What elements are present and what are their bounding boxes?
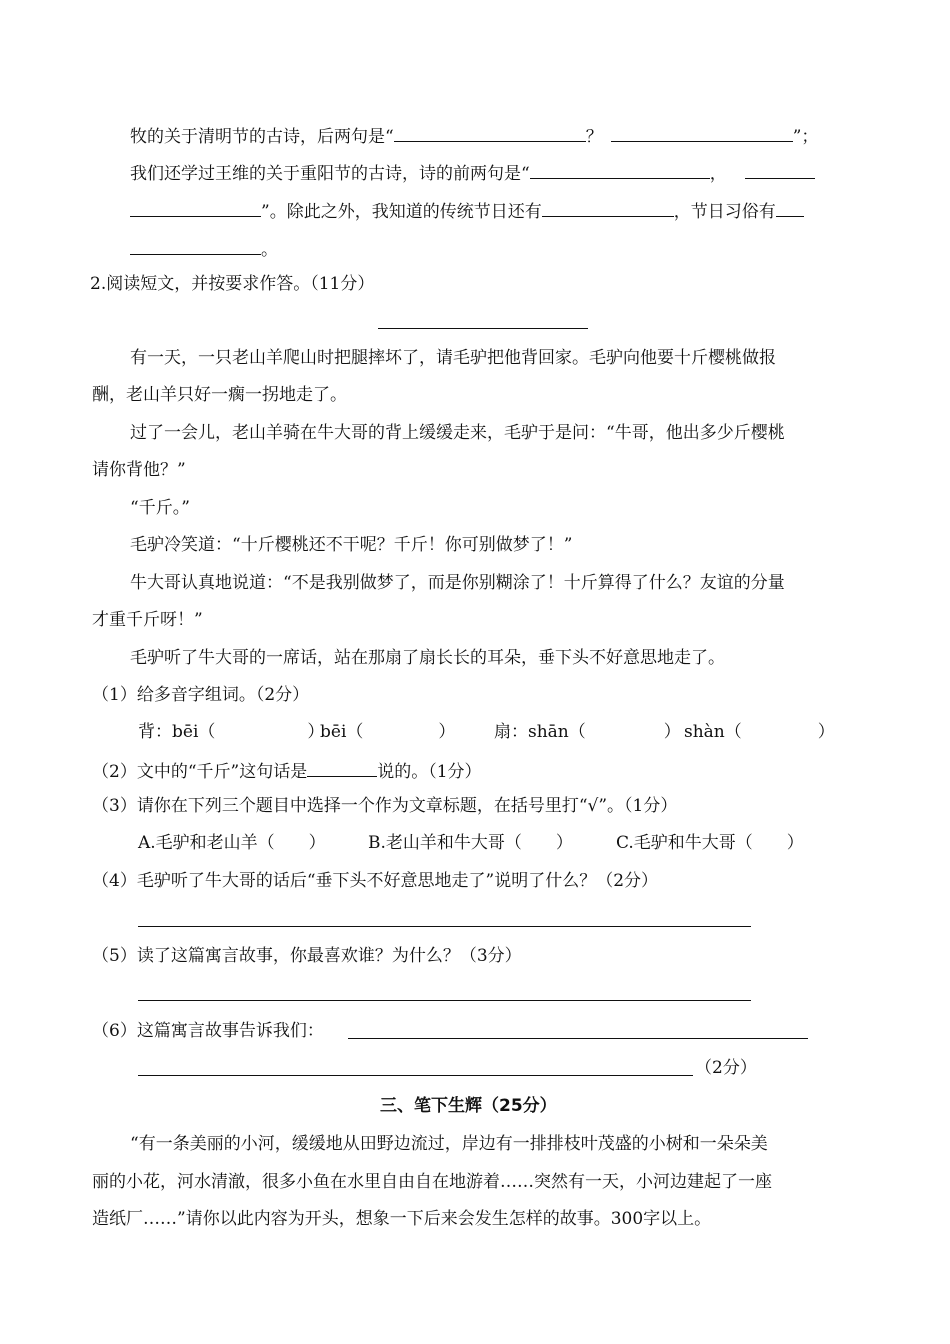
answer-blank[interactable] [394, 123, 586, 142]
q1-bei-group [138, 721, 324, 743]
answer-blank[interactable] [542, 198, 674, 217]
writing-section-title: 三、笔下生辉（25分） [380, 1096, 557, 1116]
writing-prompt-line3: 造纸厂……”请你以此内容为开头，想象一下后来会发生怎样的故事。300字以上。 [92, 1209, 712, 1229]
question-3: （3）请你在下列三个题目中选择一个作为文章标题，在括号里打“√”。（1分） [92, 796, 678, 816]
q3-option-a[interactable]: A.毛驴和老山羊（ ） [138, 833, 326, 853]
comma: ， [709, 164, 727, 184]
passage-p4: 毛驴冷笑道：“十斤樱桃还不干呢？千斤！你可别做梦了！” [130, 535, 573, 555]
close-paren: ） [438, 722, 456, 742]
q1-shan2-group [684, 721, 835, 743]
writing-prompt-line2: 丽的小花，河水清澈，很多小鱼在水里自由自在地游着……突然有一天，小河边建起了一座 [92, 1172, 772, 1192]
answer-blank[interactable] [130, 236, 261, 255]
q3-option-b[interactable]: B.老山羊和牛大哥（ ） [368, 833, 573, 853]
q6-score: （2分） [695, 1058, 757, 1078]
question-mark: ？ [585, 127, 603, 147]
quote-close: ”； [792, 127, 819, 147]
question-1: （1）给多音字组词。（2分） [92, 685, 310, 705]
answer-blank[interactable] [307, 758, 377, 777]
poem-line-3-text: ”。除此之外，我知道的传统节日还有 [261, 202, 542, 222]
question-2 [92, 758, 482, 783]
question-6: （6）这篇寓言故事告诉我们： [92, 1021, 324, 1041]
q3-option-c[interactable]: C.毛驴和牛大哥（ ） [616, 833, 804, 853]
q1-bei2-label: bēi（ [320, 722, 364, 742]
poem-line-2 [130, 160, 815, 185]
q4-answer-line[interactable] [138, 926, 751, 927]
close-paren: ） [307, 722, 325, 742]
answer-blank[interactable] [130, 198, 261, 217]
q5-answer-line[interactable] [138, 1000, 751, 1001]
q6-answer-line-1[interactable] [348, 1038, 808, 1039]
question-5: （5）读了这篇寓言故事，你最喜欢谁？为什么？（3分） [92, 946, 522, 966]
poem-line-1-text: 牧的关于清明节的古诗，后两句是“ [130, 127, 394, 147]
close-paren: ） [663, 722, 681, 742]
passage-p1-line1: 有一天，一只老山羊爬山时把腿摔坏了，请毛驴把他背回家。毛驴向他要十斤樱桃做报 [130, 348, 776, 368]
passage-p2-line2: 请你背他？” [92, 460, 186, 480]
poem-line-1 [130, 123, 818, 148]
q2-text-b: 说的。（1分） [377, 762, 482, 782]
q6-answer-line-2[interactable] [138, 1075, 693, 1076]
title-blank-line[interactable] [378, 328, 588, 329]
answer-blank[interactable] [530, 160, 710, 179]
question-4: （4）毛驴听了牛大哥的话后“垂下头不好意思地走了”说明了什么？（2分） [92, 871, 659, 891]
q1-shan2-label: shàn（ [684, 722, 742, 742]
poem-line-3-text-b: ，节日习俗有 [673, 202, 776, 222]
q1-bei2-group [320, 721, 455, 743]
poem-line-3 [130, 198, 804, 223]
q1-shan-group [494, 721, 681, 743]
passage-p1-line2: 酬，老山羊只好一瘸一拐地走了。 [92, 385, 347, 405]
answer-blank[interactable] [611, 123, 793, 142]
passage-p6: 毛驴听了牛大哥的一席话，站在那扇了扇长长的耳朵，垂下头不好意思地走了。 [130, 648, 725, 668]
poem-line-4 [130, 236, 278, 261]
reading-heading: 2.阅读短文，并按要求作答。（11分） [90, 274, 375, 294]
period: 。 [261, 240, 278, 260]
passage-p5-line1: 牛大哥认真地说道：“不是我别做梦了，而是你别糊涂了！十斤算得了什么？友谊的分量 [130, 573, 785, 593]
answer-blank[interactable] [745, 160, 815, 179]
passage-p3: “千斤。” [130, 498, 190, 518]
q2-text: （2）文中的“千斤”这句话是 [92, 762, 308, 782]
answer-blank[interactable] [776, 198, 804, 217]
passage-p2-line1: 过了一会儿，老山羊骑在牛大哥的背上缓缓走来，毛驴于是问：“牛哥，他出多少斤樱桃 [130, 423, 785, 443]
writing-prompt-line1: “有一条美丽的小河，缓缓地从田野边流过，岸边有一排排枝叶茂盛的小树和一朵朵美 [130, 1134, 768, 1154]
q1-bei-label: 背：bēi（ [138, 722, 216, 742]
passage-p5-line2: 才重千斤呀！” [92, 610, 203, 630]
poem-line-2-text: 我们还学过王维的关于重阳节的古诗，诗的前两句是“ [130, 164, 530, 184]
close-paren: ） [817, 722, 835, 742]
q1-shan-label: 扇：shān（ [494, 722, 586, 742]
